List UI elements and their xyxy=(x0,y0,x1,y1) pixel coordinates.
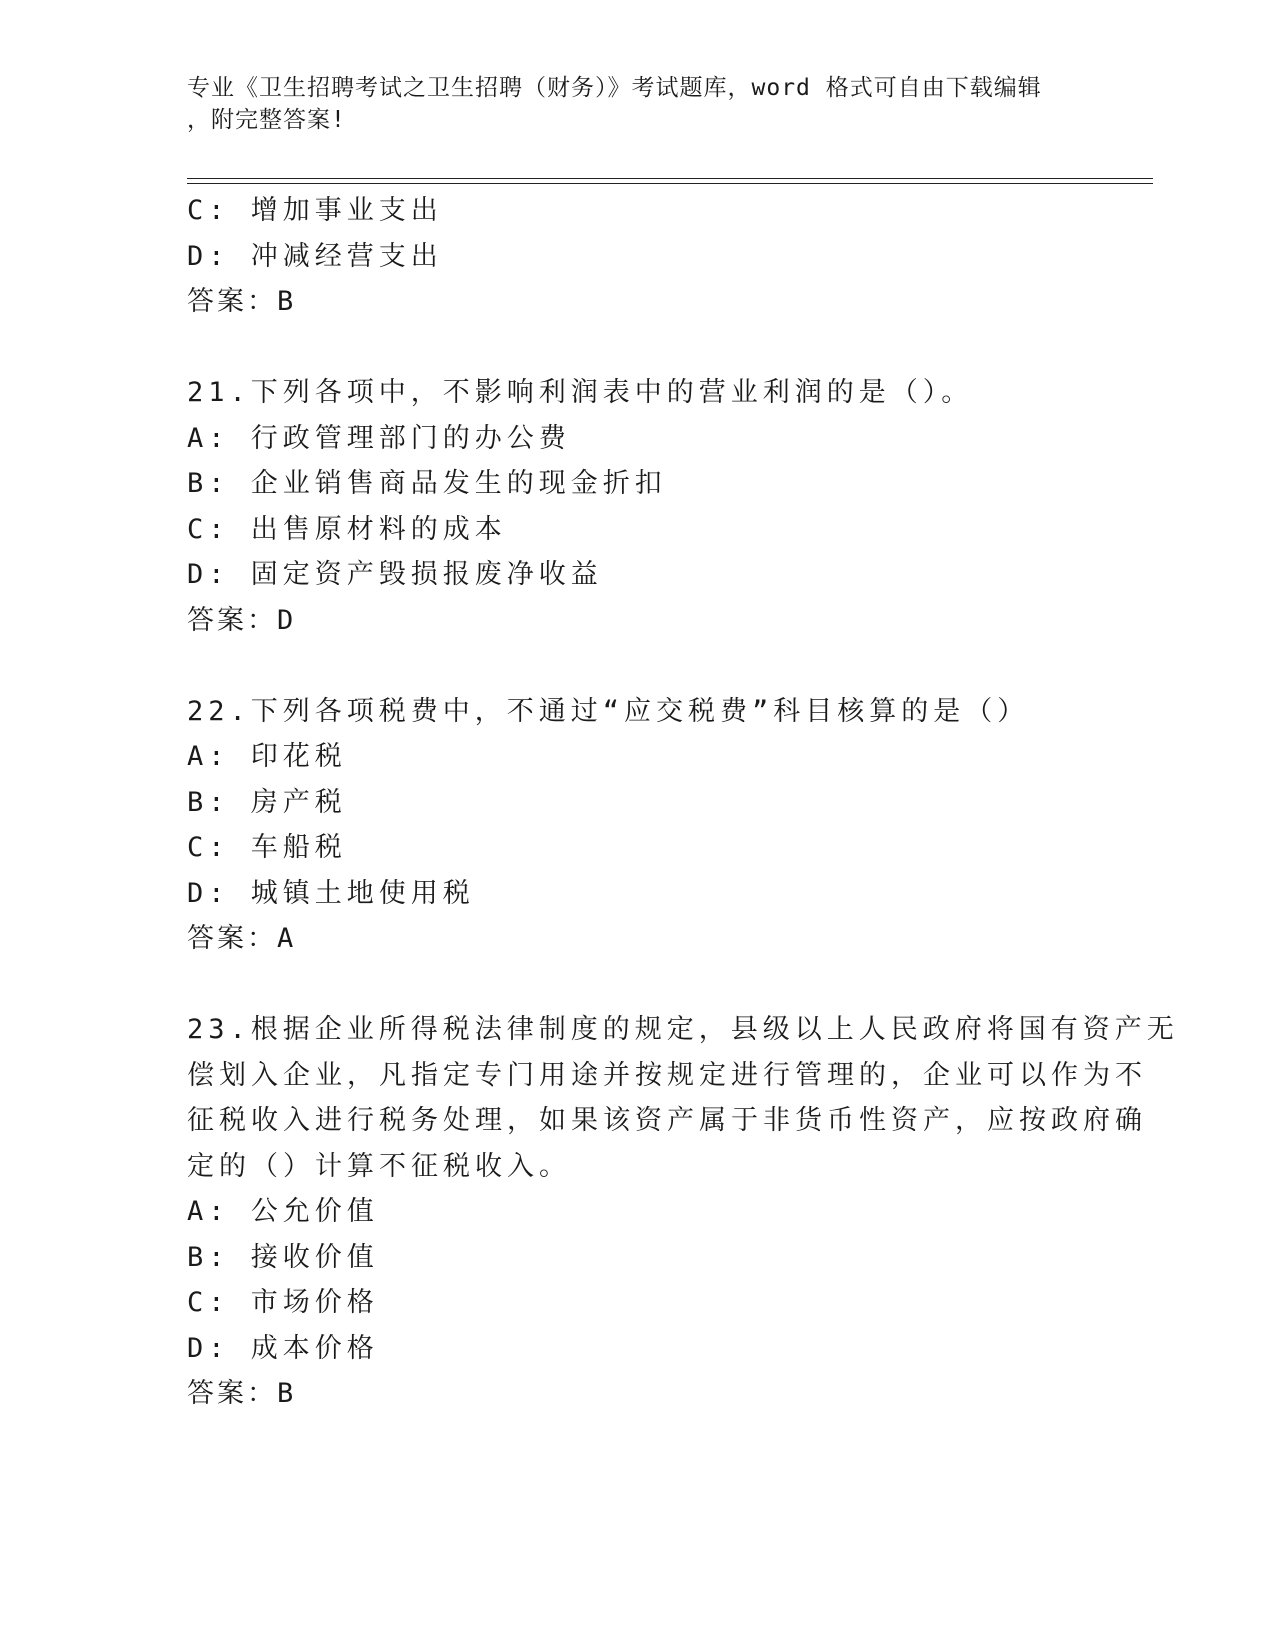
option-d: D: 冲减经营支出 xyxy=(187,240,443,272)
option-c: C: 增加事业支出 xyxy=(187,195,443,226)
question-stem-line-4: 定的（）计算不征税收入。 xyxy=(187,1150,571,1182)
option-b: B: 企业销售商品发生的现金折扣 xyxy=(187,468,667,499)
answer-line: 答案：B xyxy=(187,1378,297,1409)
option-d: D: 城镇土地使用税 xyxy=(187,877,475,909)
option-c: C: 市场价格 xyxy=(187,1287,379,1318)
question-stem-line-3: 征税收入进行税务处理，如果该资产属于非货币性资产，应按政府确 xyxy=(187,1105,1147,1136)
option-b: B: 接收价值 xyxy=(187,1241,379,1273)
question-content xyxy=(187,188,1179,1417)
header-rule-top xyxy=(187,178,1153,179)
spacer xyxy=(187,962,1087,1008)
question-stem-line-2: 偿划入企业，凡指定专门用途并按规定进行管理的，企业可以作为不 xyxy=(187,1059,1147,1091)
question-21 xyxy=(187,370,1087,643)
spacer xyxy=(187,325,1087,371)
question-stem-line-1: 23.根据企业所得税法律制度的规定，县级以上人民政府将国有资产无 xyxy=(187,1014,1179,1045)
option-c: C: 出售原材料的成本 xyxy=(187,513,507,545)
spacer xyxy=(187,643,1087,689)
answer-line: 答案：D xyxy=(187,604,297,636)
option-b: B: 房产税 xyxy=(187,786,347,818)
header-line-2: ，附完整答案! xyxy=(187,107,346,133)
answer-line: 答案：A xyxy=(187,923,297,954)
document-header xyxy=(187,72,1067,136)
option-d: D: 成本价格 xyxy=(187,1332,379,1364)
option-a: A: 行政管理部门的办公费 xyxy=(187,422,571,454)
option-c: C: 车船税 xyxy=(187,832,347,863)
question-22 xyxy=(187,689,1087,962)
question-23 xyxy=(187,1007,1179,1417)
question-stem: 22.下列各项税费中，不通过“应交税费”科目核算的是（） xyxy=(187,695,1030,727)
header-line-1: 专业《卫生招聘考试之卫生招聘（财务）》考试题库，word 格式可自由下载编辑 xyxy=(187,75,1042,101)
option-a: A: 公允价值 xyxy=(187,1196,379,1227)
question-20-continued xyxy=(187,188,1087,325)
answer-line: 答案：B xyxy=(187,286,297,317)
header-rule-bottom xyxy=(187,183,1153,184)
option-a: A: 印花税 xyxy=(187,741,347,772)
option-d: D: 固定资产毁损报废净收益 xyxy=(187,559,603,590)
question-stem: 21.下列各项中，不影响利润表中的营业利润的是（）。 xyxy=(187,377,974,408)
